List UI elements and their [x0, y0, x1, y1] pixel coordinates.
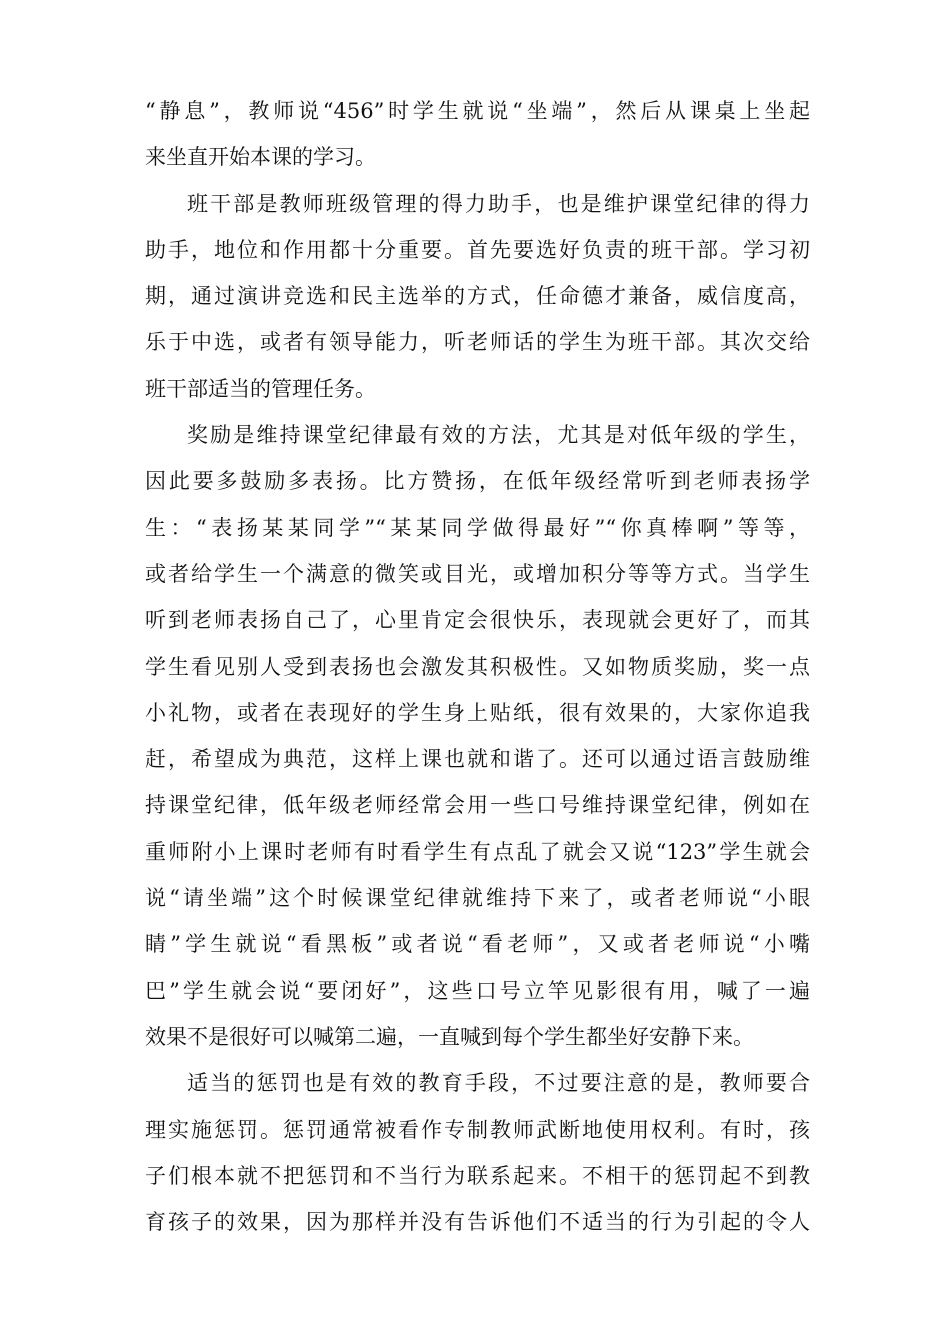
- paragraph-3: [145, 412, 810, 1060]
- text-line: 育孩子的效果，因为那样并没有告诉他们不适当的行为引起的令人: [145, 1210, 810, 1235]
- paragraph-2: [145, 181, 810, 412]
- text-line: 小礼物，或者在表现好的学生身上贴纸，很有效果的，大家你追我: [145, 700, 810, 725]
- paragraph-1: [145, 88, 810, 181]
- text-line: 来坐直开始本课的学习。: [145, 145, 376, 170]
- text-line: 适当的惩罚也是有效的教育手段，不过要注意的是，教师要合: [187, 1071, 810, 1096]
- paragraph-4: [145, 1060, 810, 1245]
- text-line: 睛”学生就说“看黑板”或者说“看老师”，又或者老师说“小嘴: [145, 932, 810, 957]
- text-line: 巴”学生就会说“要闭好”，这些口号立竿见影很有用，喊了一遍: [145, 978, 810, 1003]
- text-line: 说“请坐端”这个时候课堂纪律就维持下来了，或者老师说“小眼: [145, 886, 810, 911]
- text-line: 乐于中选，或者有领导能力，听老师话的学生为班干部。其次交给: [145, 330, 810, 355]
- text-line: 重师附小上课时老师有时看学生有点乱了就会又说“123”学生就会: [145, 839, 810, 864]
- document-body: [145, 88, 810, 1245]
- text-line: 持课堂纪律，低年级老师经常会用一些口号维持课堂纪律，例如在: [145, 793, 810, 818]
- text-line: 生：“表扬某某同学”“某某同学做得最好”“你真棒啊”等等，: [145, 515, 810, 540]
- text-line: 助手，地位和作用都十分重要。首先要选好负责的班干部。学习初: [145, 237, 810, 262]
- text-line: “静息”，教师说“456”时学生就说“坐端”，然后从课桌上坐起: [145, 99, 810, 123]
- text-line: 赶，希望成为典范，这样上课也就和谐了。还可以通过语言鼓励维: [145, 747, 810, 772]
- text-line: 期，通过演讲竞选和民主选举的方式，任命德才兼备，威信度高，: [145, 284, 810, 309]
- text-line: 或者给学生一个满意的微笑或目光，或增加积分等等方式。当学生: [145, 561, 810, 586]
- text-line: 听到老师表扬自己了，心里肯定会很快乐，表现就会更好了，而其: [145, 608, 810, 633]
- text-line: 奖励是维持课堂纪律最有效的方法，尤其是对低年级的学生，: [187, 423, 810, 448]
- text-line: 因此要多鼓励多表扬。比方赞扬，在低年级经常听到老师表扬学: [145, 469, 810, 494]
- text-line: 班干部是教师班级管理的得力助手，也是维护课堂纪律的得力: [187, 191, 810, 216]
- text-line: 子们根本就不把惩罚和不当行为联系起来。不相干的惩罚起不到教: [145, 1163, 810, 1188]
- text-line: 理实施惩罚。惩罚通常被看作专制教师武断地使用权利。有时，孩: [145, 1117, 810, 1142]
- text-line: 班干部适当的管理任务。: [145, 376, 376, 401]
- text-line: 效果不是很好可以喊第二遍，一直喊到每个学生都坐好安静下来。: [145, 1024, 754, 1049]
- text-line: 学生看见别人受到表扬也会激发其积极性。又如物质奖励，奖一点: [145, 654, 810, 679]
